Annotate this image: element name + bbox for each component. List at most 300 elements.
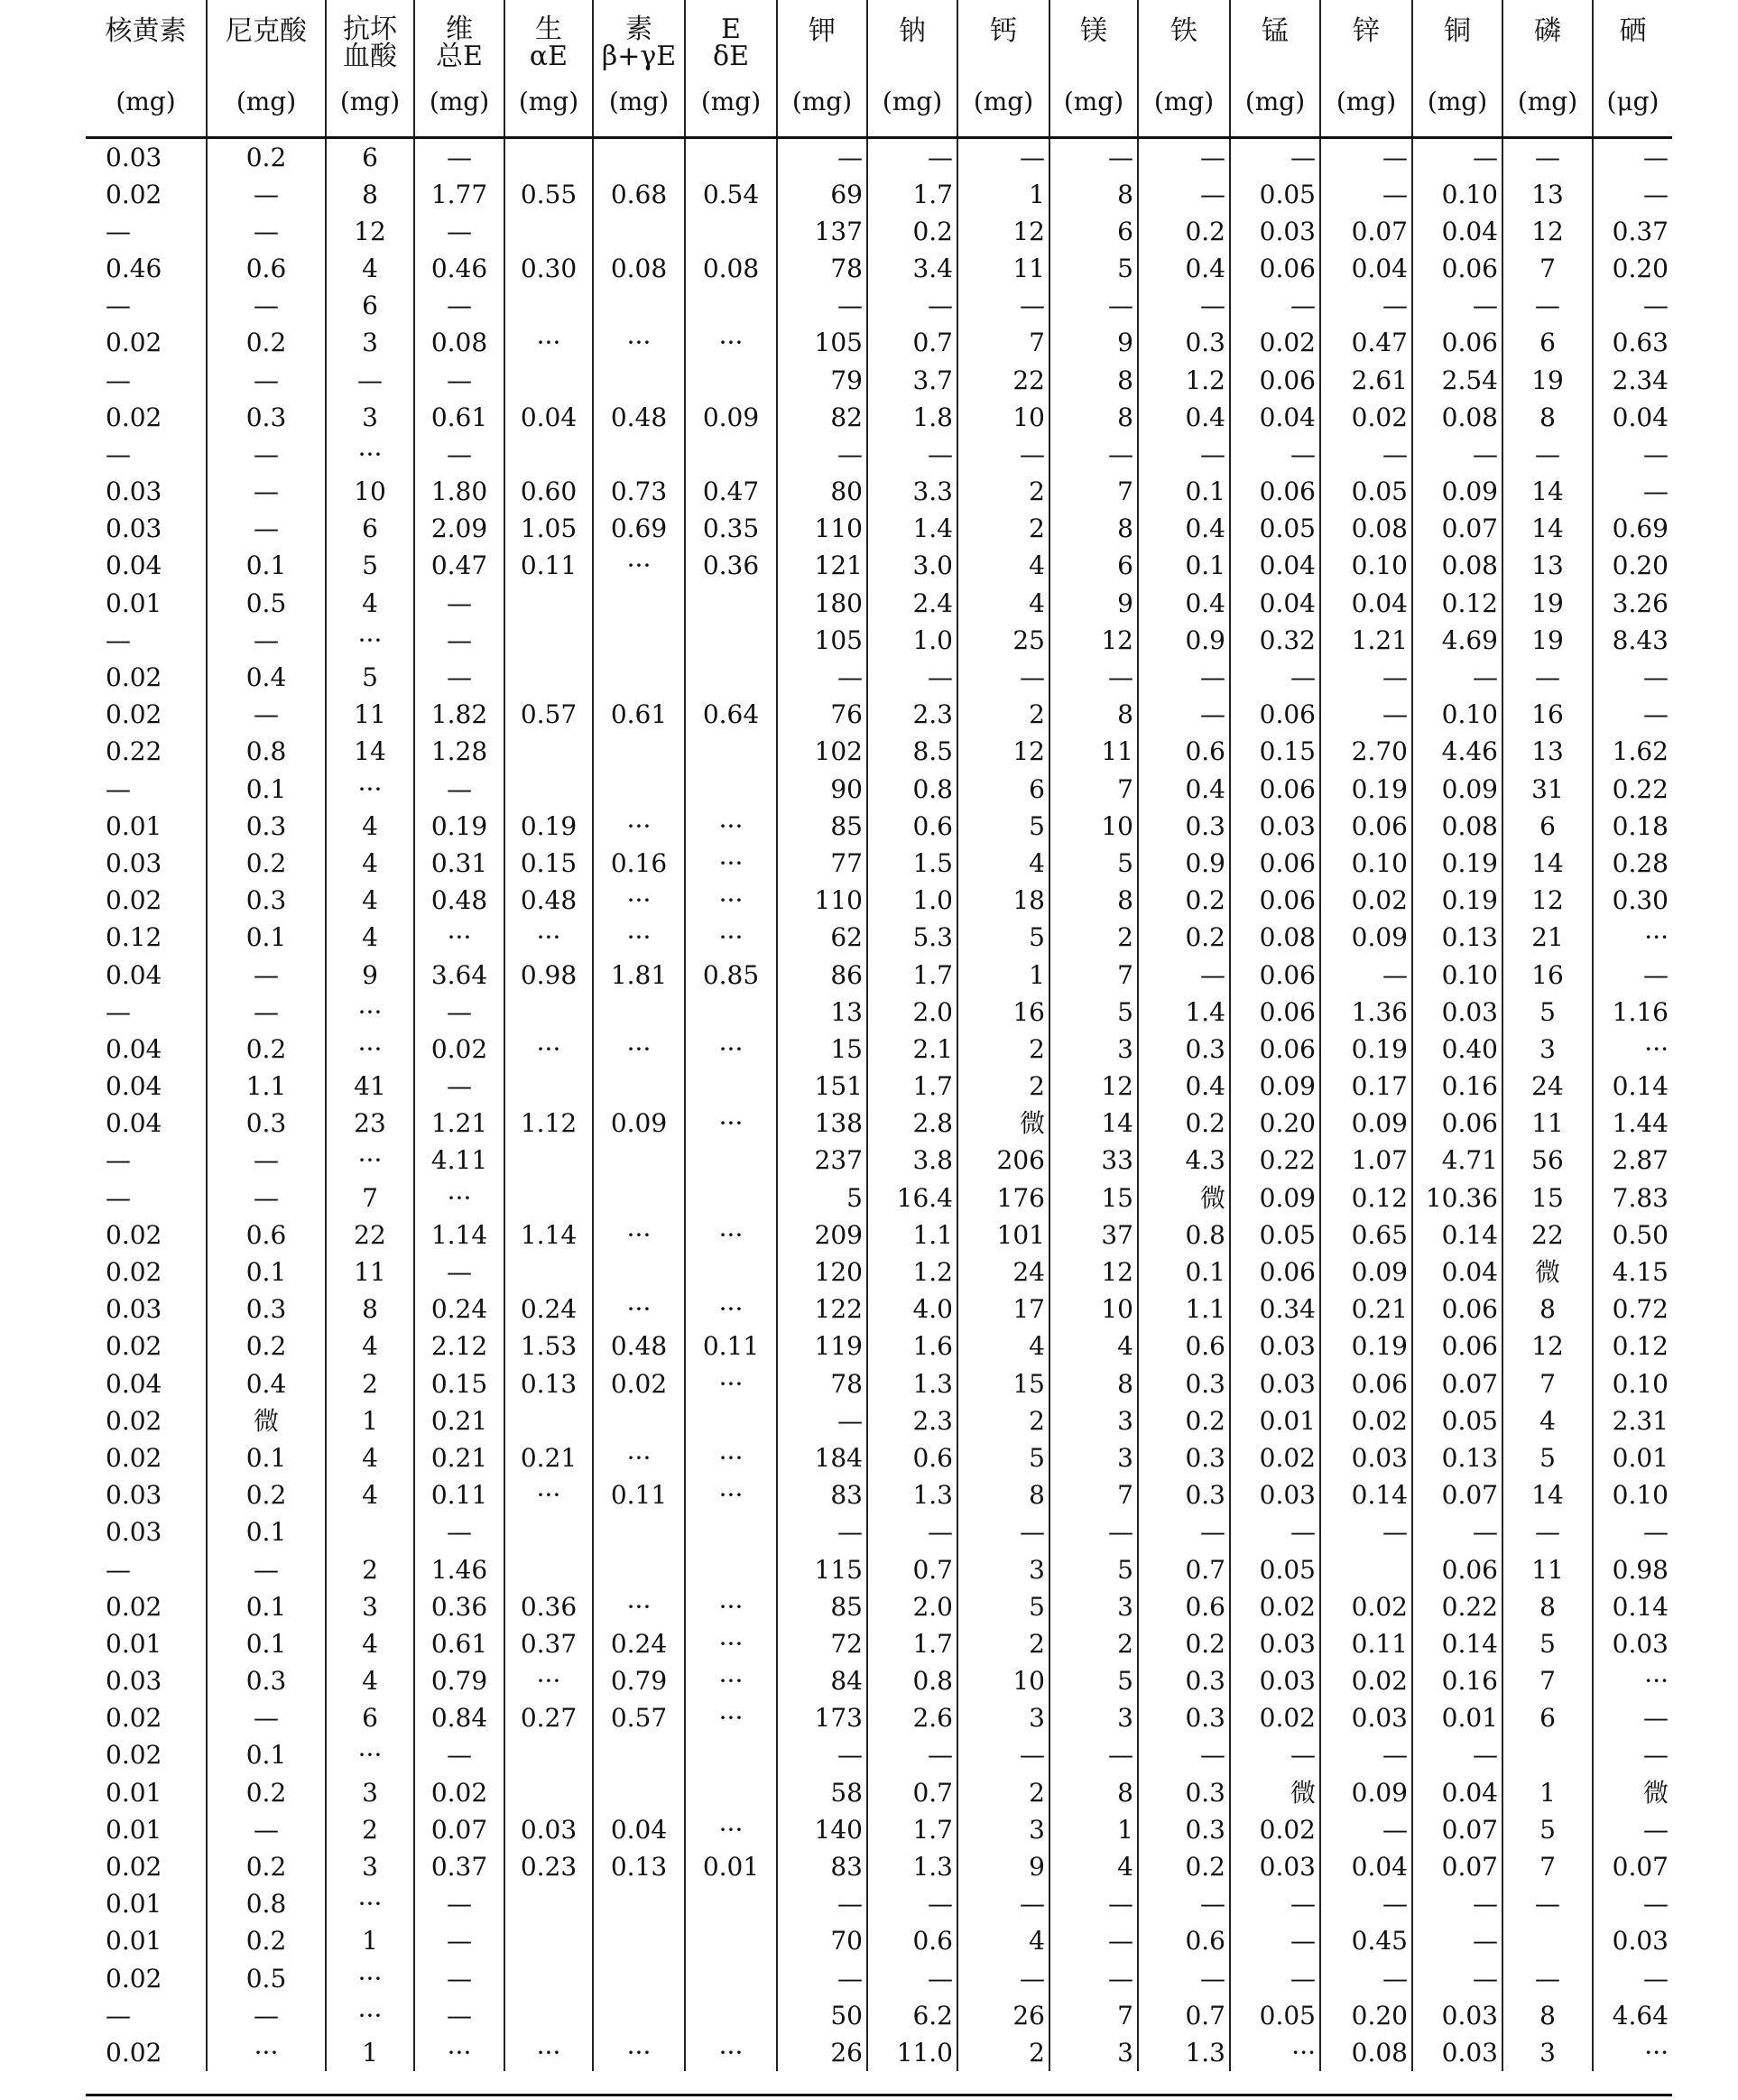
table-cell: —: [1320, 1885, 1412, 1922]
table-cell: 1.7: [867, 956, 957, 993]
table-cell: [504, 1254, 593, 1291]
table-cell: 0.01: [106, 810, 162, 841]
table-cell: ···: [593, 324, 685, 361]
table-cell: [593, 1402, 685, 1439]
table-cell: —: [1049, 659, 1138, 696]
table-cell: 15: [777, 1031, 867, 1068]
table-cell: —: [1412, 1885, 1502, 1922]
table-cell: —: [1138, 436, 1230, 473]
table-cell: 0.61: [593, 696, 685, 733]
table-cell: 0.1: [207, 919, 326, 956]
table-cell: ···: [685, 845, 777, 882]
table-cell: 77: [777, 845, 867, 882]
table-cell: [593, 213, 685, 250]
table-cell: [593, 1885, 685, 1922]
table-cell: ···: [414, 919, 504, 956]
table-cell: —: [1320, 436, 1412, 473]
table-cell: 13: [777, 994, 867, 1031]
table-cell: 6: [326, 137, 414, 176]
table-cell: 0.05: [1412, 1402, 1502, 1439]
table-cell: [685, 137, 777, 176]
table-row: [86, 1811, 1672, 1848]
table-cell: 0.03: [1230, 1848, 1320, 1885]
table-cell: 84: [777, 1662, 867, 1699]
table-cell: 0.3: [1138, 324, 1230, 361]
table-cell: 0.2: [1138, 882, 1230, 919]
table-cell: [593, 659, 685, 696]
table-cell: 1: [1502, 1774, 1593, 1811]
table-cell: ···: [685, 1662, 777, 1699]
table-cell: 0.01: [106, 1926, 162, 1957]
column-header: [685, 0, 777, 137]
table-cell: 0.19: [1320, 771, 1412, 808]
table-cell: 10: [1049, 808, 1138, 845]
table-cell: 0.3: [207, 1662, 326, 1699]
table-cell: —: [1049, 137, 1138, 176]
table-cell: [685, 733, 777, 770]
table-cell: —: [1138, 696, 1230, 733]
table-cell: 2: [957, 1402, 1049, 1439]
table-cell: 0.1: [1138, 1254, 1230, 1291]
table-cell: 0.10: [1593, 1365, 1672, 1402]
table-cell: 0.21: [414, 1402, 504, 1439]
table-cell: 7.83: [1593, 1180, 1672, 1217]
table-cell: 3.4: [867, 250, 957, 287]
table-cell: 0.11: [414, 1476, 504, 1513]
table-cell: 1: [1049, 1811, 1138, 1848]
table-cell: 11.0: [867, 2034, 957, 2071]
table-cell: —: [106, 1145, 131, 1176]
table-cell: 1.62: [1593, 733, 1672, 770]
table-cell: 0.14: [1412, 1625, 1502, 1662]
table-cell: —: [414, 585, 504, 622]
table-cell: 1.21: [414, 1105, 504, 1142]
column-header-name: 硒: [1619, 15, 1647, 47]
table-cell: 1.7: [867, 1068, 957, 1105]
table-row: [86, 1885, 1672, 1922]
table-cell: 8: [1049, 1774, 1138, 1811]
table-cell: 176: [957, 1180, 1049, 1217]
table-cell: 3: [957, 1811, 1049, 1848]
table-cell: 0.31: [414, 845, 504, 882]
table-cell: 0.02: [1320, 1402, 1412, 1439]
table-cell: —: [1138, 1960, 1230, 1997]
table-cell: 3: [326, 1848, 414, 1885]
table-row: [86, 733, 1672, 770]
table-cell: 1.3: [867, 1848, 957, 1885]
table-cell: —: [777, 137, 867, 176]
table-cell: 0.14: [1320, 1476, 1412, 1513]
table-cell: 4: [957, 1328, 1049, 1365]
table-cell: 0.28: [1593, 845, 1672, 882]
table-cell: 0.24: [414, 1291, 504, 1328]
table-cell: 10: [1049, 1291, 1138, 1328]
table-cell: 0.21: [414, 1439, 504, 1476]
table-row: [86, 696, 1672, 733]
table-cell: 3: [957, 1699, 1049, 1736]
table-cell: 4: [326, 585, 414, 622]
table-cell: 0.01: [106, 1814, 162, 1845]
table-cell: 78: [777, 1365, 867, 1402]
table-cell: 17: [957, 1291, 1049, 1328]
table-cell: 0.2: [1138, 919, 1230, 956]
column-header-name: 铁: [1170, 15, 1197, 47]
table-cell: 4: [1502, 1402, 1593, 1439]
table-cell: 0.10: [1412, 956, 1502, 993]
table-cell: 0.07: [1412, 1848, 1502, 1885]
table-cell: 0.1: [207, 1513, 326, 1550]
table-cell: 0.36: [414, 1588, 504, 1625]
table-cell: 0.08: [685, 250, 777, 287]
table-cell: —: [1230, 137, 1320, 176]
table-cell: 85: [777, 1588, 867, 1625]
table-cell: —: [1593, 137, 1672, 176]
table-cell: 13: [1502, 547, 1593, 584]
table-cell: 16: [957, 994, 1049, 1031]
table-cell: 7: [1502, 1662, 1593, 1699]
table-cell: 0.45: [1320, 1922, 1412, 1959]
table-cell: 2: [957, 1031, 1049, 1068]
table-row: [86, 1476, 1672, 1513]
table-cell: —: [1412, 1513, 1502, 1550]
table-cell: 0.09: [685, 399, 777, 436]
table-cell: 0.8: [1138, 1217, 1230, 1254]
table-cell: 0.02: [106, 1591, 162, 1622]
table-cell: 0.02: [1230, 1588, 1320, 1625]
table-cell: ···: [326, 436, 414, 473]
table-cell: 24: [957, 1254, 1049, 1291]
table-row: [86, 1291, 1672, 1328]
table-cell: 0.03: [106, 513, 162, 544]
table-cell: 0.02: [106, 1257, 162, 1288]
table-cell: 0.02: [106, 1442, 162, 1473]
table-cell: 0.06: [1412, 324, 1502, 361]
table-cell: 1.3: [867, 1365, 957, 1402]
table-cell: —: [207, 510, 326, 547]
table-cell: —: [1138, 659, 1230, 696]
table-cell: 7: [1049, 1476, 1138, 1513]
table-cell: —: [414, 436, 504, 473]
table-cell: —: [867, 436, 957, 473]
table-cell: 0.13: [504, 1365, 593, 1402]
table-cell: 2: [1049, 1625, 1138, 1662]
table-row: [86, 808, 1672, 845]
nutrition-table: [86, 0, 1672, 2071]
table-cell: 0.05: [1230, 1550, 1320, 1587]
table-cell: 4: [957, 845, 1049, 882]
table-cell: —: [957, 1513, 1049, 1550]
table-cell: 2.0: [867, 994, 957, 1031]
table-cell: 1.77: [414, 176, 504, 213]
table-cell: [326, 1513, 414, 1550]
table-cell: 4: [326, 1476, 414, 1513]
table-cell: —: [867, 1736, 957, 1773]
table-cell: 0.11: [504, 547, 593, 584]
table-cell: 0.06: [1230, 361, 1320, 398]
table-cell: 3: [326, 399, 414, 436]
table-cell: —: [1593, 1699, 1672, 1736]
table-cell: —: [1412, 1960, 1502, 1997]
table-cell: 0.48: [593, 399, 685, 436]
table-cell: —: [1138, 1513, 1230, 1550]
table-cell: —: [957, 287, 1049, 324]
table-cell: 0.07: [1412, 1476, 1502, 1513]
table-cell: 4.69: [1412, 622, 1502, 659]
table-cell: 0.19: [1412, 845, 1502, 882]
table-cell: 0.55: [504, 176, 593, 213]
table-cell: ···: [414, 2034, 504, 2071]
table-cell: 8: [957, 1476, 1049, 1513]
table-cell: 0.6: [207, 250, 326, 287]
table-cell: 15: [1049, 1180, 1138, 1217]
table-cell: ···: [593, 1291, 685, 1328]
table-cell: 2.8: [867, 1105, 957, 1142]
table-cell: [504, 1774, 593, 1811]
column-header-name: 钾: [809, 15, 836, 47]
table-cell: —: [867, 1885, 957, 1922]
table-cell: 0.48: [593, 1328, 685, 1365]
table-cell: [685, 436, 777, 473]
table-cell: 2: [957, 473, 1049, 510]
table-cell: 0.8: [207, 733, 326, 770]
table-cell: 3: [1049, 1402, 1138, 1439]
table-cell: 14: [1502, 473, 1593, 510]
table-cell: 56: [1502, 1142, 1593, 1179]
table-cell: 3: [1049, 1699, 1138, 1736]
table-cell: 0.09: [1320, 1105, 1412, 1142]
table-cell: 72: [777, 1625, 867, 1662]
table-row: [86, 1736, 1672, 1773]
table-cell: 82: [777, 399, 867, 436]
table-cell: 0.3: [1138, 1811, 1230, 1848]
table-cell: 11: [1502, 1105, 1593, 1142]
table-cell: 0.09: [1412, 473, 1502, 510]
column-header-name: 锰: [1262, 15, 1289, 47]
table-cell: —: [1230, 1736, 1320, 1773]
table-cell: [685, 1402, 777, 1439]
table-cell: 0.01: [106, 1889, 162, 1920]
table-cell: 0.03: [106, 1294, 162, 1325]
table-cell: —: [1049, 287, 1138, 324]
table-cell: 0.60: [504, 473, 593, 510]
table-cell: —: [414, 622, 504, 659]
table-cell: 0.02: [1320, 399, 1412, 436]
table-row: [86, 1402, 1672, 1439]
table-cell: 0.19: [1412, 882, 1502, 919]
table-cell: —: [106, 2000, 131, 2031]
table-cell: 0.27: [504, 1699, 593, 1736]
table-row: [86, 845, 1672, 882]
table-cell: 0.34: [1230, 1291, 1320, 1328]
table-row: [86, 1217, 1672, 1254]
table-cell: 0.1: [207, 547, 326, 584]
table-cell: 1.7: [867, 1625, 957, 1662]
table-cell: 0.16: [1412, 1068, 1502, 1105]
table-cell: ···: [685, 1476, 777, 1513]
table-cell: 0.06: [1230, 696, 1320, 733]
table-cell: ···: [685, 1699, 777, 1736]
table-cell: 209: [777, 1217, 867, 1254]
table-cell: ···: [593, 1439, 685, 1476]
table-row: [86, 882, 1672, 919]
table-cell: —: [207, 436, 326, 473]
table-cell: 0.20: [1320, 1997, 1412, 2034]
column-header-unit: (mg): [1063, 87, 1124, 116]
table-cell: —: [867, 659, 957, 696]
table-cell: ···: [504, 1476, 593, 1513]
table-cell: 0.2: [207, 1774, 326, 1811]
table-cell: 0.98: [1593, 1550, 1672, 1587]
table-cell: 206: [957, 1142, 1049, 1179]
table-cell: —: [1138, 176, 1230, 213]
table-cell: ···: [326, 1031, 414, 1068]
table-cell: —: [414, 1254, 504, 1291]
table-cell: 5: [957, 919, 1049, 956]
table-cell: —: [326, 361, 414, 398]
table-cell: [685, 1885, 777, 1922]
table-cell: 0.06: [1230, 473, 1320, 510]
table-cell: —: [207, 287, 326, 324]
table-cell: 0.72: [1593, 1291, 1672, 1328]
table-cell: —: [106, 439, 131, 469]
table-cell: 2.1: [867, 1031, 957, 1068]
table-cell: 0.06: [1230, 250, 1320, 287]
table-cell: 0.02: [106, 2037, 162, 2068]
table-cell: —: [207, 1142, 326, 1179]
table-cell: 6: [326, 287, 414, 324]
table-cell: 0.46: [414, 250, 504, 287]
table-cell: 79: [777, 361, 867, 398]
column-header-unit: (mg): [973, 87, 1034, 116]
table-cell: —: [867, 1513, 957, 1550]
column-header: [1320, 0, 1412, 137]
table-cell: 8: [1049, 1365, 1138, 1402]
column-header: [1138, 0, 1230, 137]
column-header-unit: (mg): [116, 87, 176, 116]
table-cell: 4: [326, 808, 414, 845]
table-cell: —: [1320, 1736, 1412, 1773]
table-cell: 0.47: [1320, 324, 1412, 361]
table-cell: 0.4: [1138, 771, 1230, 808]
table-row: [86, 2034, 1672, 2071]
table-cell: 0.2: [207, 324, 326, 361]
table-cell: ···: [685, 808, 777, 845]
table-cell: —: [1412, 436, 1502, 473]
table-cell: 1.16: [1593, 994, 1672, 1031]
table-cell: 0.01: [1230, 1402, 1320, 1439]
table-cell: 0.03: [1230, 213, 1320, 250]
table-row: [86, 510, 1672, 547]
table-cell: 4: [326, 1662, 414, 1699]
table-cell: ···: [685, 1105, 777, 1142]
table-cell: 80: [777, 473, 867, 510]
table-cell: —: [414, 1736, 504, 1773]
table-cell: 0.03: [1320, 1699, 1412, 1736]
table-cell: —: [1049, 1736, 1138, 1773]
table-cell: 1.81: [593, 956, 685, 993]
table-cell: —: [1230, 1960, 1320, 1997]
table-cell: —: [106, 773, 131, 804]
table-cell: 12: [1049, 622, 1138, 659]
table-cell: 0.04: [1320, 250, 1412, 287]
table-cell: 0.98: [504, 956, 593, 993]
table-cell: —: [957, 137, 1049, 176]
table-row: [86, 1180, 1672, 1217]
table-cell: 3.64: [414, 956, 504, 993]
table-cell: —: [414, 1960, 504, 1997]
table-cell: [504, 1513, 593, 1550]
table-cell: 10: [957, 399, 1049, 436]
table-row: [86, 1105, 1672, 1142]
table-cell: 0.15: [1230, 733, 1320, 770]
table-cell: 0.7: [867, 324, 957, 361]
table-cell: 0.54: [685, 176, 777, 213]
column-header: [957, 0, 1049, 137]
table-cell: —: [414, 771, 504, 808]
table-cell: 0.21: [1320, 1291, 1412, 1328]
table-cell: 0.04: [106, 1071, 162, 1102]
table-cell: 12: [1502, 1328, 1593, 1365]
table-cell: —: [414, 1922, 504, 1959]
table-cell: —: [1502, 1885, 1593, 1922]
table-cell: 0.79: [593, 1662, 685, 1699]
table-cell: 2.70: [1320, 733, 1412, 770]
column-header-name: 锌: [1353, 15, 1380, 47]
table-cell: 0.36: [504, 1588, 593, 1625]
table-cell: —: [207, 361, 326, 398]
table-cell: 0.02: [1230, 1439, 1320, 1476]
table-cell: 2.0: [867, 1588, 957, 1625]
table-cell: 0.04: [1593, 399, 1672, 436]
table-cell: 微: [1593, 1774, 1672, 1811]
table-cell: 0.23: [504, 1848, 593, 1885]
table-cell: 2.12: [414, 1328, 504, 1365]
table-cell: 7: [1502, 1365, 1593, 1402]
table-cell: —: [414, 1885, 504, 1922]
table-cell: [685, 1774, 777, 1811]
table-cell: 2.3: [867, 1402, 957, 1439]
table-cell: [685, 994, 777, 1031]
column-header-name: 磷: [1534, 15, 1561, 47]
table-cell: 5: [957, 1588, 1049, 1625]
table-cell: —: [1320, 287, 1412, 324]
table-cell: 0.2: [1138, 1105, 1230, 1142]
table-cell: 105: [777, 622, 867, 659]
table-cell: [504, 1068, 593, 1105]
table-cell: [685, 622, 777, 659]
table-cell: 0.37: [1593, 213, 1672, 250]
table-cell: 0.2: [1138, 1625, 1230, 1662]
table-cell: 7: [1049, 771, 1138, 808]
table-cell: 0.22: [106, 736, 162, 767]
table-cell: 3: [1049, 1439, 1138, 1476]
table-cell: 0.9: [1138, 845, 1230, 882]
table-cell: 0.03: [106, 1666, 162, 1697]
column-header-name: 钠: [899, 15, 926, 47]
table-cell: 22: [1502, 1217, 1593, 1254]
table-cell: 8: [1502, 1588, 1593, 1625]
table-cell: —: [1230, 659, 1320, 696]
table-cell: 0.6: [1138, 1922, 1230, 1959]
table-cell: 1.0: [867, 622, 957, 659]
table-cell: [685, 1254, 777, 1291]
table-cell: 3: [326, 1774, 414, 1811]
table-cell: 4.11: [414, 1142, 504, 1179]
column-header-unit: (mg): [791, 87, 853, 116]
table-cell: 1.21: [1320, 622, 1412, 659]
table-cell: 14: [1502, 1476, 1593, 1513]
table-cell: 0.37: [414, 1848, 504, 1885]
